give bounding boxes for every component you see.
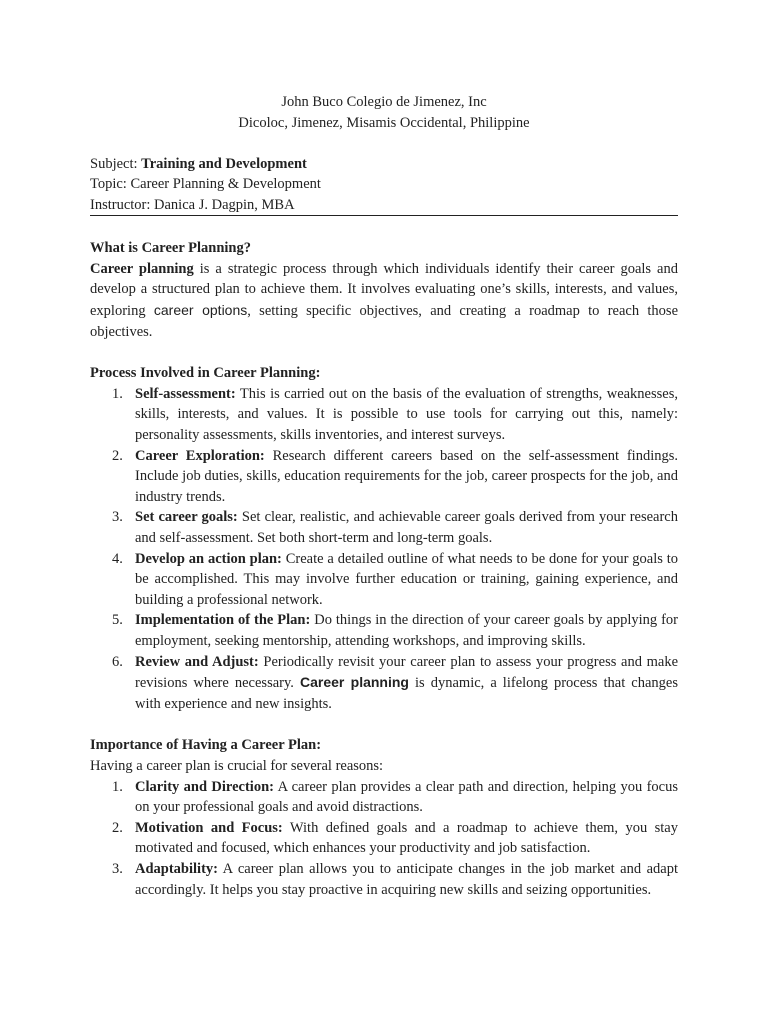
item-text: This is carried out on the basis of the evaluation of strengths, weaknesses, skills, interests, and values. It is possible to use tools for carrying out this, namely: personality assessments, skills inventories, and interest surveys.	[135, 385, 678, 444]
list-number: 3.	[112, 509, 123, 526]
institution-address: Dicoloc, Jimenez, Misamis Occidental, Philippine	[238, 114, 530, 131]
item-text: Periodically revisit your career plan to assess your progress and make revisions where necessary.	[135, 653, 679, 692]
item-text: Create a detailed outline of what needs to be done for your goals to be accomplished. This may involve further education or training, gaining experience, and building a professional network.	[135, 550, 678, 608]
subject-label: Subject:	[90, 155, 142, 172]
section-title-what-is-career-planning: What is Career Planning?	[90, 240, 251, 257]
list-number: 5.	[112, 612, 123, 629]
list-item	[90, 652, 678, 715]
item-label: Set career goals:	[135, 509, 238, 526]
item-text-continued: is dynamic, a lifelong process that changes with experience and new insights.	[135, 675, 678, 712]
instructor-line: Instructor: Danica J. Dagpin, MBA	[90, 195, 678, 217]
list-item	[90, 777, 678, 818]
process-list	[90, 384, 678, 715]
list-number: 1.	[112, 385, 123, 402]
subject-line	[90, 154, 678, 175]
course-info	[90, 154, 678, 217]
item-label: Review and Adjust:	[135, 653, 259, 670]
list-number: 1.	[112, 778, 123, 795]
document-header	[90, 92, 678, 133]
item-text: With defined goals and a roadmap to achieve them, you stay motivated and focused, which enhances your productivity and job satisfaction.	[135, 819, 678, 857]
item-text: A career plan provides a clear path and direction, helping you focus on your professional goals and avoid distractions.	[135, 778, 679, 816]
list-item	[90, 384, 678, 446]
career-planning-definition	[90, 259, 678, 342]
definition-text-a: is a strategic process through which individuals identify their career goals and develop a structured plan to achieve them. It involves evaluating one’s skills, interests, and values, exploring	[90, 260, 678, 320]
item-text: Research different careers based on the self-assessment findings. Include job duties, skills, education requirements for the job, career prospects for the job, and industry trends.	[135, 447, 678, 505]
list-number: 4.	[112, 550, 123, 567]
item-label: Develop an action plan:	[135, 550, 282, 567]
institution-name: John Buco Colegio de Jimenez, Inc	[281, 94, 487, 110]
list-item	[90, 610, 678, 651]
definition-lead: Career planning	[90, 260, 194, 277]
section-title-importance: Importance of Having a Career Plan:	[90, 737, 322, 754]
list-item	[90, 859, 678, 900]
item-label: Career Exploration:	[135, 447, 265, 464]
list-item	[90, 507, 678, 548]
importance-list	[90, 777, 678, 901]
item-text: Set clear, realistic, and achievable career goals derived from your research and self-assessment. Set both short-term and long-term goals.	[135, 509, 678, 546]
subject-value: Training and Development	[141, 155, 307, 172]
career-options-link: career options	[153, 302, 248, 319]
item-text: A career plan allows you to anticipate changes in the job market and adapt accordingly. It helps you stay proactive in acquiring new skills and seizing opportunities.	[135, 860, 678, 898]
item-label: Implementation of the Plan:	[135, 612, 311, 629]
list-item	[90, 446, 678, 508]
definition-text-b: , setting specific objectives, and creating a roadmap to reach those objectives.	[90, 303, 679, 340]
list-number: 6.	[112, 653, 123, 670]
list-item	[90, 549, 678, 611]
list-number: 2.	[112, 819, 123, 836]
list-number: 3.	[112, 860, 123, 877]
item-label: Self-assessment:	[135, 385, 236, 402]
item-label: Clarity and Direction:	[135, 778, 274, 795]
list-number: 2.	[112, 447, 123, 464]
importance-intro: Having a career plan is crucial for several reasons:	[90, 757, 384, 774]
career-planning-link: Career planning	[299, 674, 409, 691]
item-label: Adaptability:	[135, 860, 218, 877]
section-title-process: Process Involved in Career Planning:	[90, 365, 321, 382]
item-label: Motivation and Focus:	[135, 819, 283, 836]
list-item	[90, 818, 678, 859]
topic-line: Topic: Career Planning & Development	[90, 176, 321, 193]
item-text: Do things in the direction of your career goals by applying for employment, seeking mentorship, attending workshops, and improving skills.	[135, 612, 679, 649]
